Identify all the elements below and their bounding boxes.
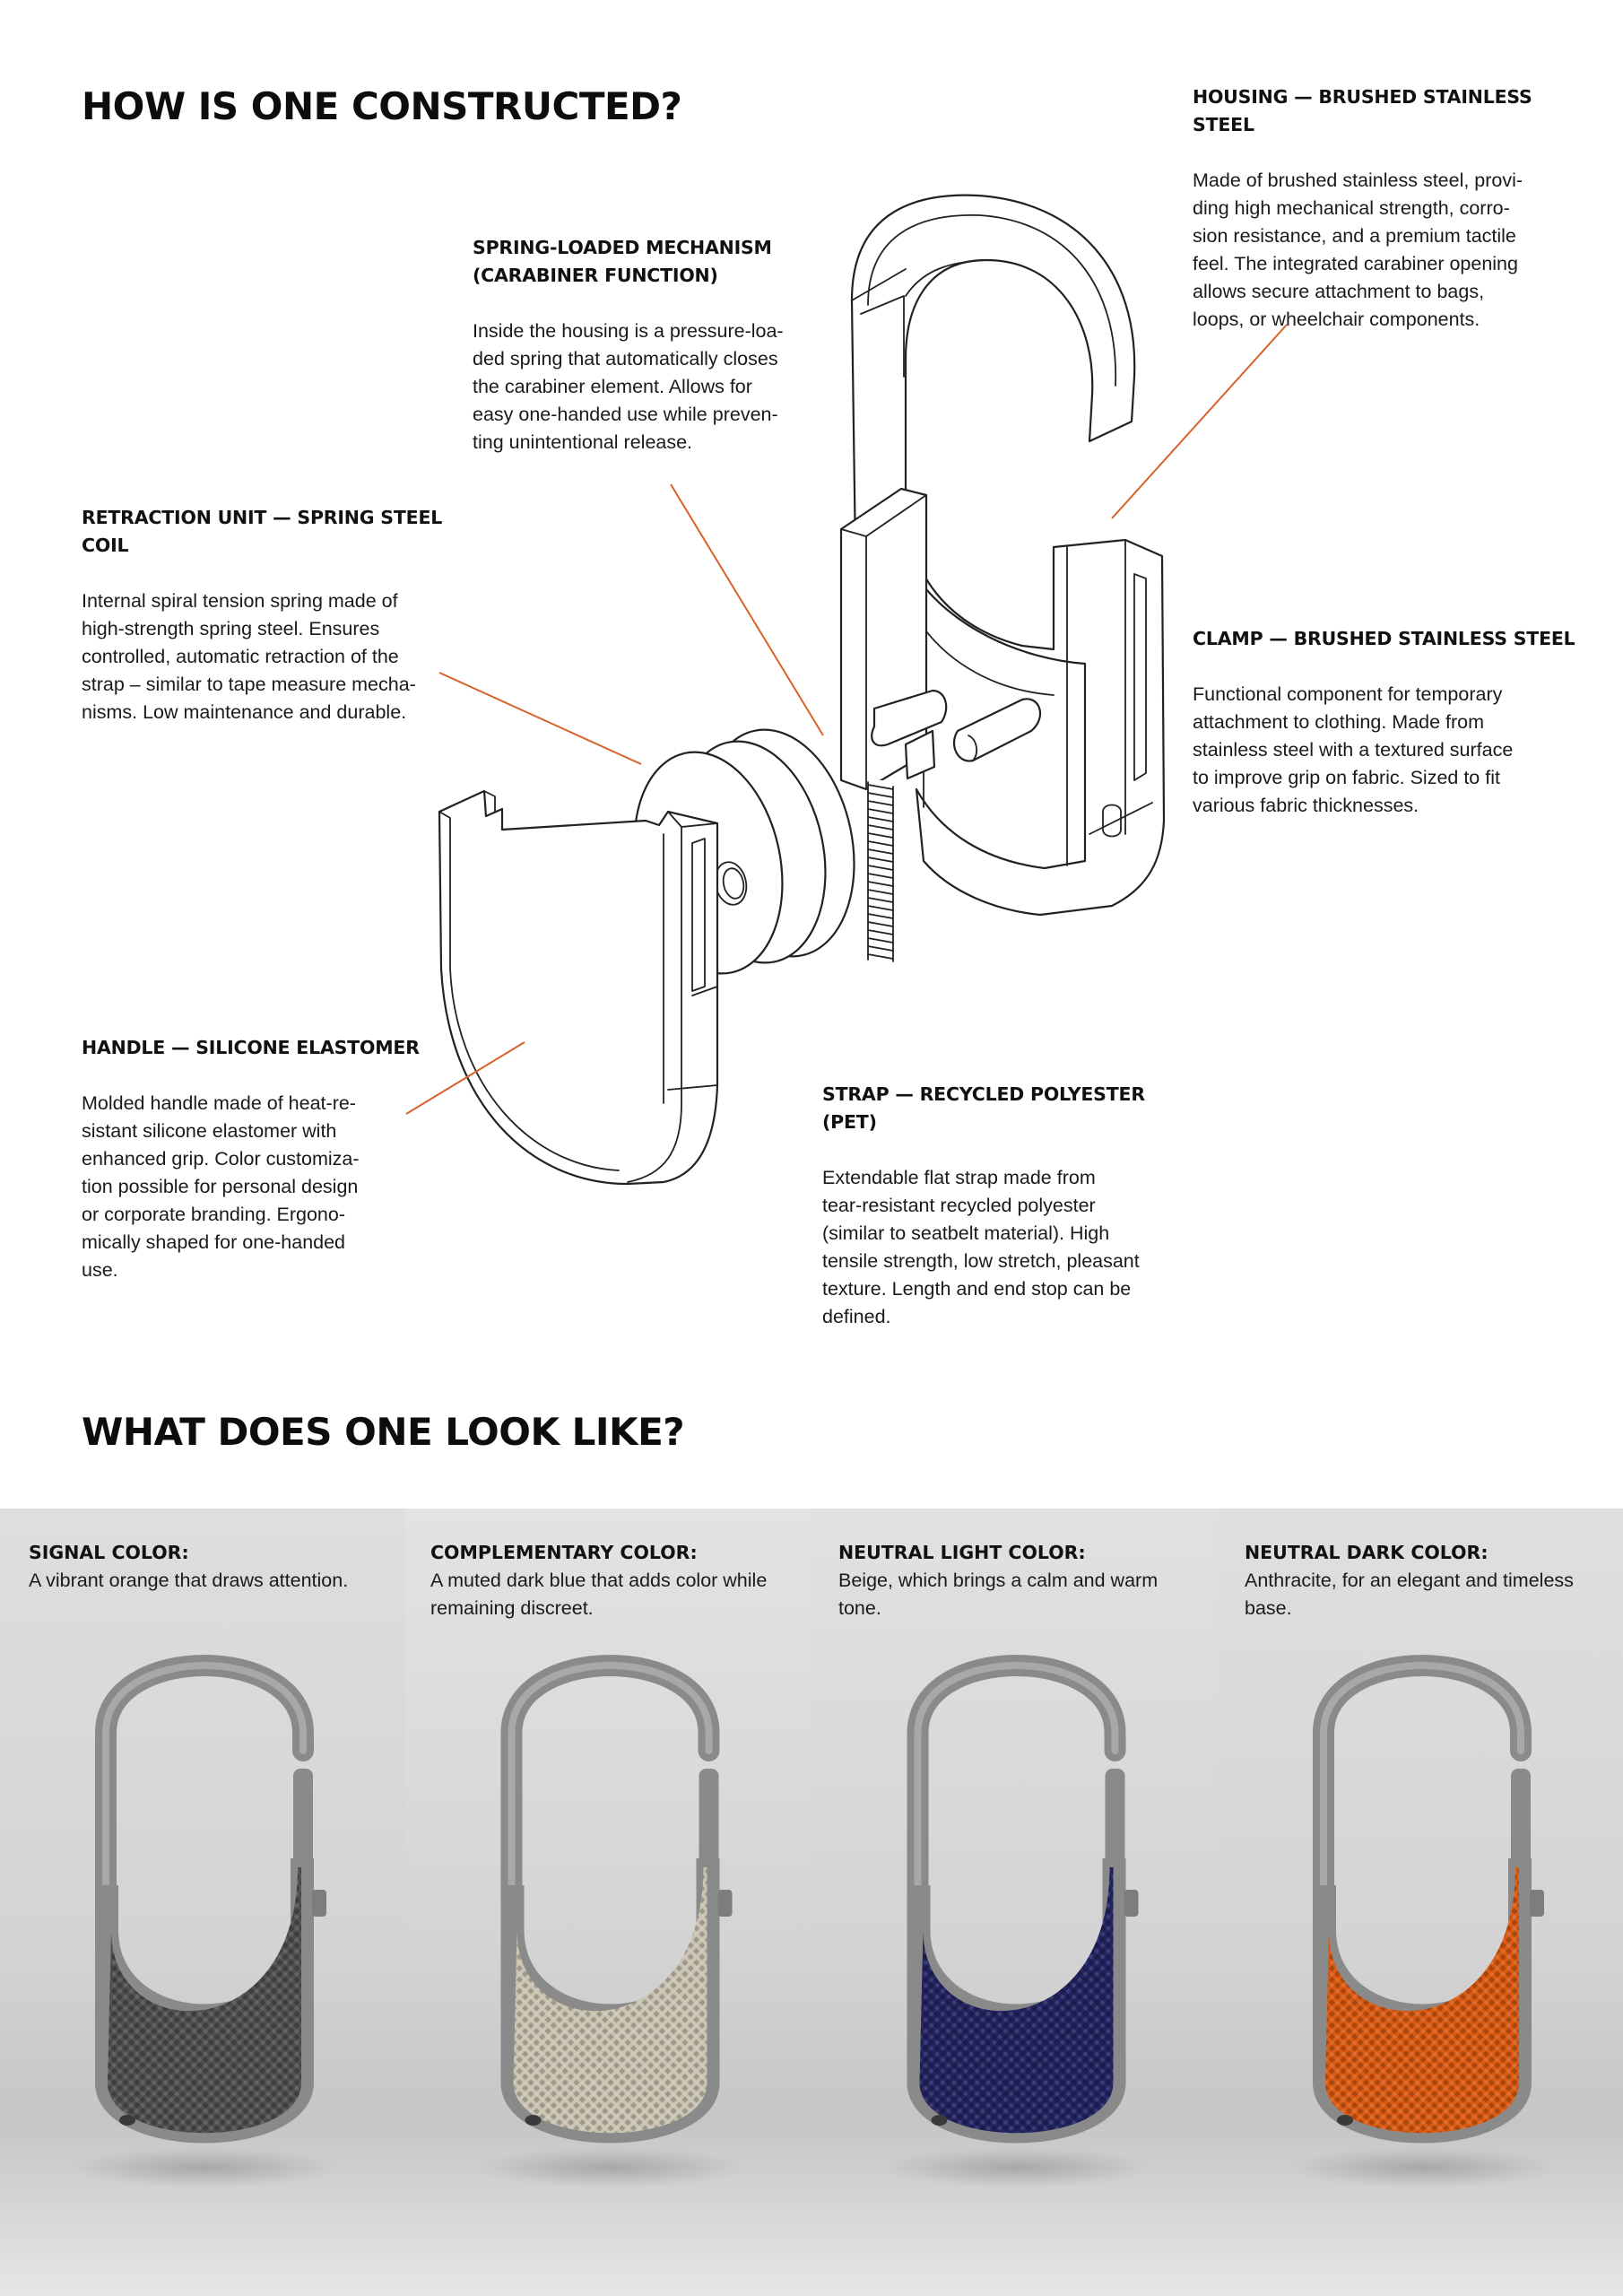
variant-line: A vibrant orange that draws attention. [29,1570,349,1591]
keyholder-render [1218,1509,1623,2296]
spring-line: Inside the housing is a pressure-loa- [473,320,784,342]
clamp-line: various fabric thicknesses. [1193,795,1419,816]
retraction-line: Internal spiral tension spring made of [82,590,398,612]
housing-description [1193,167,1596,334]
looks-heading: WHAT DOES ONE LOOK LIKE? [82,1410,685,1454]
strap-title: STRAP — RECYCLED POLYESTER (PET) [822,1083,1145,1133]
variant-description [29,1567,348,1595]
retraction-title: RETRACTION UNIT — SPRING STEEL COIL [82,507,443,556]
handle-line: use. [82,1259,118,1281]
keyholder-render [405,1509,812,2296]
variant-line: tone. [838,1597,881,1619]
spring-annotation [473,234,831,457]
color-variants-band [0,1509,1623,2296]
variant-line: A muted dark blue that adds color while [430,1570,768,1591]
clamp-annotation [1193,625,1596,820]
retraction-line: high-strength spring steel. Ensures [82,618,380,639]
handle-line: mically shaped for one-handed [82,1231,346,1253]
retraction-description [82,587,458,726]
keyholder-render [812,1509,1218,2296]
retraction-line: nisms. Low maintenance and durable. [82,701,407,723]
variant-line: Anthracite, for an elegant and timeless [1245,1570,1574,1591]
variant-line: Beige, which brings a calm and warm [838,1570,1159,1591]
coil-spring [868,780,893,961]
spring-title [473,234,831,290]
strap-line: Extendable flat strap made from [822,1167,1096,1188]
variant-description [430,1567,767,1622]
spring-line: the carabiner element. Allows for [473,376,752,397]
variant-description [1245,1567,1574,1622]
handle-line: sistant silicone elastomer with [82,1120,337,1142]
strap-line: tear-resistant recycled polyester [822,1195,1096,1216]
strap-description [822,1164,1199,1331]
strap-line: defined. [822,1306,891,1327]
keyholder-render [0,1509,405,2296]
spring-description [473,317,831,457]
handle-annotation [82,1034,422,1284]
variant-panel [812,1509,1218,2296]
handle-line: tion possible for personal design [82,1176,359,1197]
clamp-title: CLAMP — BRUSHED STAINLESS STEEL [1193,628,1575,649]
spring-line: easy one-handed use while preven- [473,404,778,425]
handle-description [82,1090,422,1284]
housing-leader-line [1112,325,1287,518]
variant-panel [1218,1509,1623,2296]
spring-leader-line [671,484,823,735]
strap-line: tensile strength, low stretch, pleasant [822,1250,1140,1272]
clamp-line: to improve grip on fabric. Sized to fit [1193,767,1500,788]
housing-line: feel. The integrated carabiner opening [1193,253,1518,274]
variant-description [838,1567,1158,1622]
housing-line: sion resistance, and a premium tactile [1193,225,1516,247]
clamp-description [1193,681,1596,820]
strap-line: texture. Length and end stop can be [822,1278,1132,1300]
handle-line: enhanced grip. Color customiza- [82,1148,360,1170]
variant-title: NEUTRAL DARK COLOR: [1245,1542,1488,1563]
housing-title: HOUSING — BRUSHED STAINLESS STEEL [1193,86,1532,135]
construction-heading: HOW IS ONE CONSTRUCTED? [82,84,682,128]
handle-line: Molded handle made of heat-re- [82,1092,356,1114]
spring-title-line: SPRING-LOADED MECHANISM [473,237,772,258]
retraction-line: controlled, automatic retraction of the [82,646,399,667]
housing-annotation [1193,83,1596,334]
clamp-line: stainless steel with a textured surface [1193,739,1514,761]
strap-annotation [822,1081,1199,1331]
retraction-leader-line [439,673,641,764]
handle-part [439,791,717,1184]
variant-title: COMPLEMENTARY COLOR: [430,1542,698,1563]
variant-panel [405,1509,812,2296]
variant-title: SIGNAL COLOR: [29,1542,189,1563]
variant-panel [0,1509,405,2296]
clamp-line: attachment to clothing. Made from [1193,711,1485,733]
variant-title: NEUTRAL LIGHT COLOR: [838,1542,1086,1563]
strap-line: (similar to seatbelt material). High [822,1222,1110,1244]
housing-line: loops, or wheelchair components. [1193,309,1480,330]
retraction-line: strap – similar to tape measure mecha- [82,674,416,695]
retraction-annotation [82,504,458,726]
variant-line: remaining discreet. [430,1597,594,1619]
spring-line: ting unintentional release. [473,431,693,453]
housing-line: ding high mechanical strength, corro- [1193,197,1510,219]
spring-line: ded spring that automatically closes [473,348,778,370]
handle-title: HANDLE — SILICONE ELASTOMER [82,1037,420,1058]
housing-line: Made of brushed stainless steel, provi- [1193,170,1523,191]
variant-line: base. [1245,1597,1292,1619]
spring-title-line: (CARABINER FUNCTION) [473,265,718,286]
handle-line: or corporate branding. Ergono- [82,1204,346,1225]
housing-line: allows secure attachment to bags, [1193,281,1485,302]
clamp-line: Functional component for temporary [1193,683,1503,705]
